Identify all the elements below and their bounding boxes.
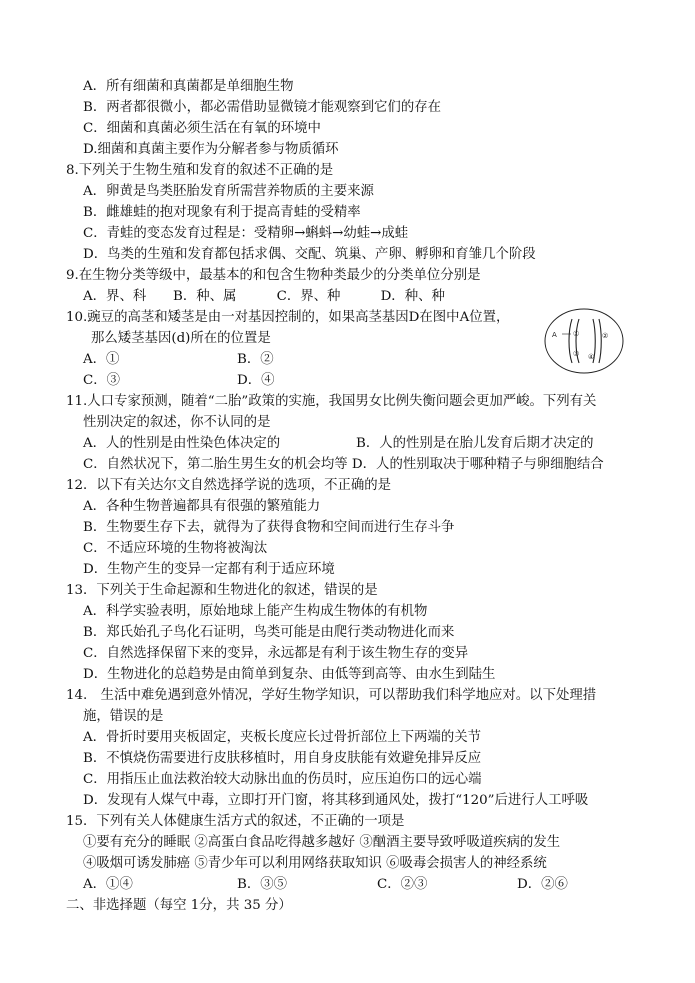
q10-stem-cont: 那么矮茎基因(d)所在的位置是: [91, 331, 271, 346]
q13-option-b: B．郑氏始孔子鸟化石证明，鸟类可能是由爬行类动物进化而来: [83, 625, 455, 640]
q14-option-b: B．不慎烧伤需要进行皮肤移植时，用自身皮肤能有效避免排异反应: [83, 751, 482, 766]
q7-option-b: B．两者都很微小，都必需借助显微镜才能观察到它们的存在: [83, 100, 441, 115]
q10-stem: 10.豌豆的高茎和矮茎是由一对基因控制的，如果高茎基因D在图中A位置，: [66, 310, 510, 325]
figure-label-1: ①: [573, 330, 580, 338]
q14-option-d: D．发现有人煤气中毒，立即打开门窗，将其移到通风处，拨打“120”后进行人工呼吸: [83, 793, 589, 808]
q12-stem: 12．以下有关达尔文自然选择学说的选项，不正确的是: [66, 478, 392, 493]
q15-statements-2: ④吸烟可诱发肺癌 ⑤青少年可以利用网络获取知识 ⑥吸毒会损害人的神经系统: [83, 856, 547, 871]
q15-statements-1: ①要有充分的睡眠 ②高蛋白食品吃得越多越好 ③酗酒主要导致呼吸道疾病的发生: [83, 835, 561, 850]
q12-option-b: B．生物要生存下去，就得为了获得食物和空间而进行生存斗争: [83, 520, 455, 535]
q9-options: A．界、科 B．种、属 C．界、种 D．种、种: [83, 289, 445, 304]
q14-stem: 14. 生活中难免遇到意外情况，学好生物学知识，可以帮助我们科学地应对。以下处理措: [66, 688, 597, 703]
q15-option-c: C．②③: [377, 877, 428, 892]
figure-label-4: ④: [588, 353, 595, 361]
q7-option-c: C．细菌和真菌必须生活在有氧的环境中: [83, 121, 321, 136]
q14-stem-cont: 施，错误的是: [83, 709, 164, 724]
q12-option-a: A．各种生物普遍都具有很强的繁殖能力: [83, 499, 321, 514]
q10-option-d: D．④: [237, 373, 275, 388]
q8-option-d: D．鸟类的生殖和发育都包括求偶、交配、筑巢、产卵、孵卵和育雏几个阶段: [83, 247, 536, 262]
chromosome-figure: [543, 307, 625, 375]
q11-option-cd: C．自然状况下，第二胎生男生女的机会均等 D．人的性别取决于哪种精子与卵细胞结合: [83, 457, 604, 472]
q14-option-a: A．骨折时要用夹板固定，夹板长度应长过骨折部位上下两端的关节: [83, 730, 481, 745]
q15-option-a: A．①④: [83, 877, 133, 892]
q12-option-d: D．生物产生的变异一定都有利于适应环境: [83, 562, 335, 577]
q9-stem: 9.在生物分类等级中，最基本的和包含生物种类最少的分类单位分别是: [66, 268, 481, 283]
q10-option-a: A．①: [83, 352, 120, 367]
q8-option-c: C．青蛙的变态发育过程是：受精卵→蝌蚪→幼蛙→成蛙: [83, 226, 409, 241]
q11-option-a: A．人的性别是由性染色体决定的: [83, 436, 281, 451]
q13-option-c: C．自然选择保留下来的变异，永远都是有利于该生物生存的变异: [83, 646, 469, 661]
q10-option-c: C．③: [83, 373, 121, 388]
q13-option-d: D．生物进化的总趋势是由简单到复杂、由低等到高等、由水生到陆生: [83, 667, 496, 682]
q7-option-d: D.细菌和真菌主要作为分解者参与物质循环: [83, 142, 339, 157]
q11-option-b: B．人的性别是在胎儿发育后期才决定的: [356, 436, 594, 451]
figure-label-2: ②: [602, 332, 609, 340]
q11-stem-cont: 性别决定的叙述，你不认同的是: [83, 415, 271, 430]
q15-stem: 15．下列有关人体健康生活方式的叙述，不正确的一项是: [66, 814, 405, 829]
q15-option-d: D．②⑥: [517, 877, 568, 892]
q8-option-b: B．雌雄蛙的抱对现象有利于提高青蛙的受精率: [83, 205, 361, 220]
q11-stem: 11.人口专家预测，随着“二胎”政策的实施，我国男女比例失衡问题会更加严峻。下列有关: [66, 394, 597, 409]
q13-stem: 13．下列关于生命起源和生物进化的叙述，错误的是: [66, 583, 378, 598]
q10-option-b: B．②: [237, 352, 274, 367]
figure-label-a: A: [552, 331, 557, 339]
section-two-heading: 二、非选择题（每空 1分，共 35 分）: [66, 898, 292, 913]
q12-option-c: C．不适应环境的生物将被淘汰: [83, 541, 268, 556]
q8-option-a: A．卵黄是鸟类胚胎发育所需营养物质的主要来源: [83, 184, 374, 199]
figure-label-3: ③: [573, 350, 580, 358]
q14-option-c: C．用指压止血法救治较大动脉出血的伤员时，应压迫伤口的远心端: [83, 772, 482, 787]
q7-option-a: A．所有细菌和真菌都是单细胞生物: [83, 79, 294, 94]
q15-option-b: B．③⑤: [237, 877, 288, 892]
q8-stem: 8.下列关于生物生殖和发育的叙述不正确的是: [66, 163, 334, 178]
q13-option-a: A．科学实验表明，原始地球上能产生构成生物体的有机物: [83, 604, 428, 619]
